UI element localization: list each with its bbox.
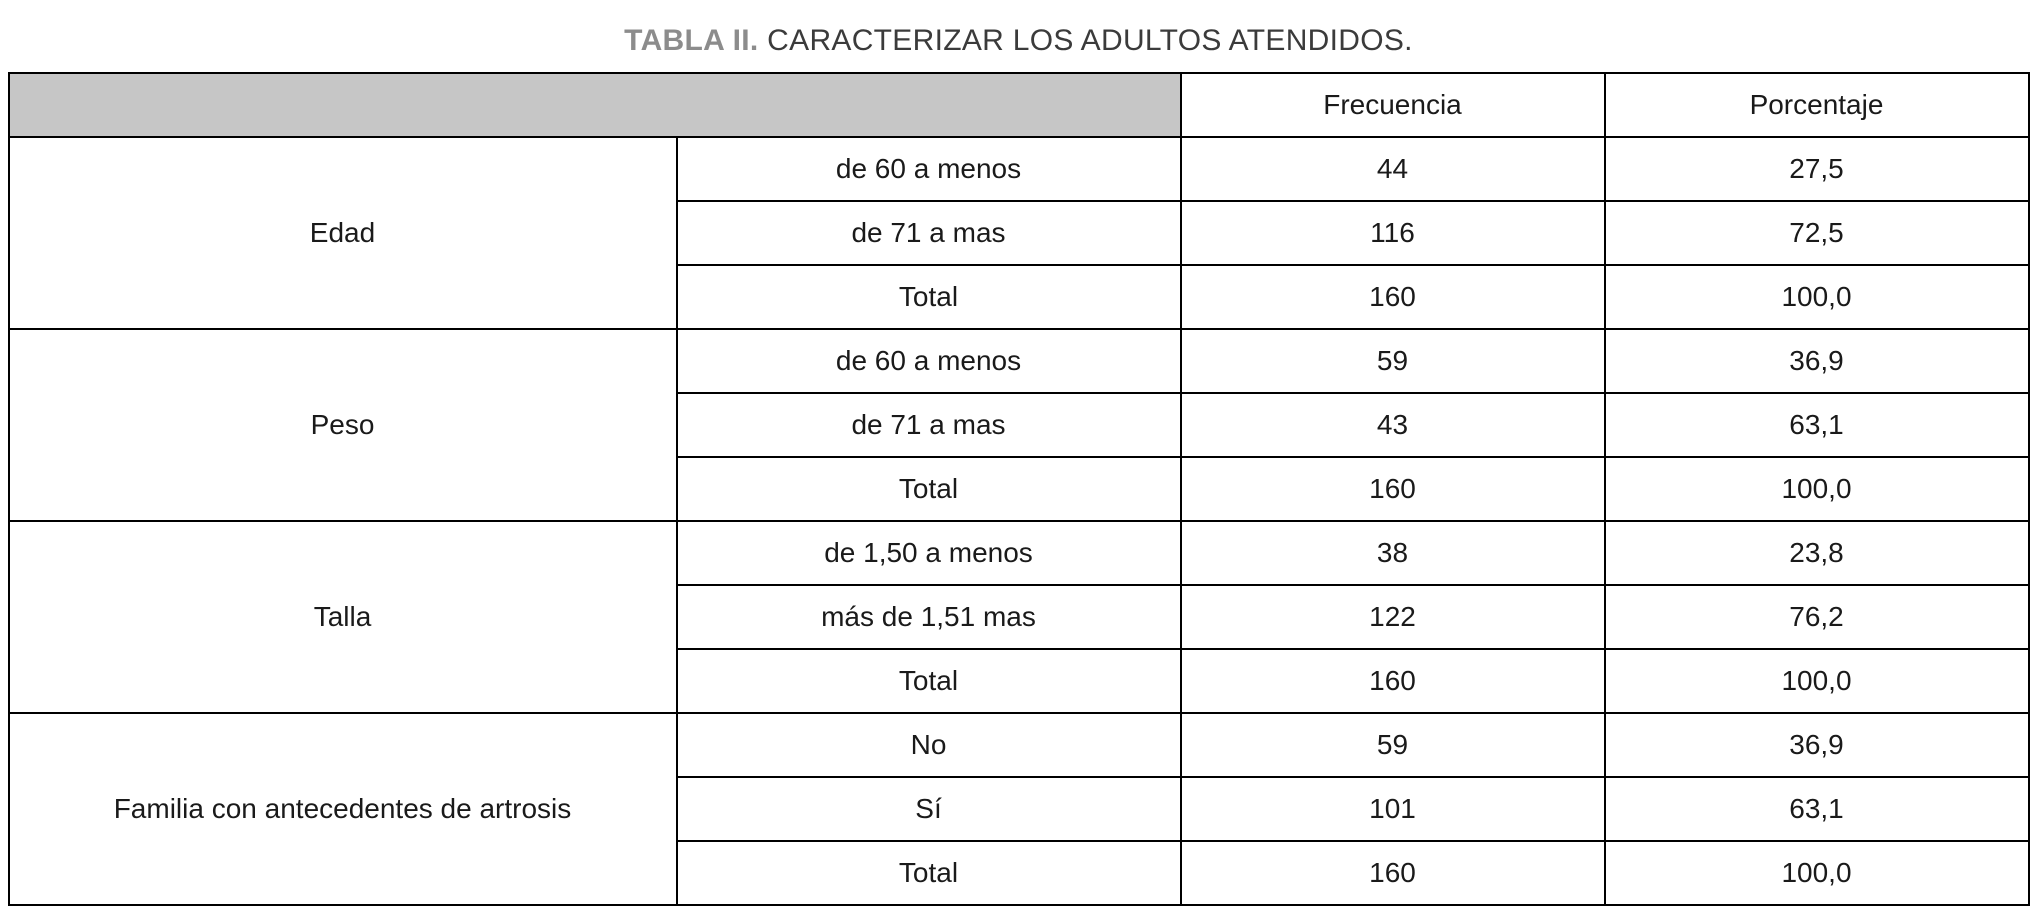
frecuencia-cell: 116 — [1181, 201, 1605, 265]
porcentaje-cell: 36,9 — [1605, 329, 2029, 393]
frecuencia-cell: 101 — [1181, 777, 1605, 841]
category-cell: de 1,50 a menos — [677, 521, 1181, 585]
category-cell: Total — [677, 841, 1181, 905]
table-row — [9, 329, 2029, 393]
group-label-peso: Peso — [9, 329, 677, 521]
frecuencia-cell: 160 — [1181, 457, 1605, 521]
porcentaje-cell: 63,1 — [1605, 777, 2029, 841]
frecuencia-cell: 160 — [1181, 649, 1605, 713]
porcentaje-cell: 100,0 — [1605, 457, 2029, 521]
frecuencia-cell: 160 — [1181, 841, 1605, 905]
group-label-familia-antecedentes: Familia con antecedentes de artrosis — [9, 713, 677, 905]
porcentaje-cell: 100,0 — [1605, 841, 2029, 905]
table-header-blank — [9, 73, 1181, 137]
table-header-row — [9, 73, 2029, 137]
frecuencia-cell: 44 — [1181, 137, 1605, 201]
category-cell: No — [677, 713, 1181, 777]
porcentaje-cell: 63,1 — [1605, 393, 2029, 457]
porcentaje-cell: 27,5 — [1605, 137, 2029, 201]
category-cell: Total — [677, 457, 1181, 521]
category-cell: más de 1,51 mas — [677, 585, 1181, 649]
frecuencia-cell: 59 — [1181, 329, 1605, 393]
category-cell: de 71 a mas — [677, 201, 1181, 265]
table-header — [9, 73, 2029, 137]
table-title — [0, 0, 2037, 72]
table-body — [9, 137, 2029, 905]
group-label-edad: Edad — [9, 137, 677, 329]
group-label-talla: Talla — [9, 521, 677, 713]
category-cell: de 60 a menos — [677, 329, 1181, 393]
porcentaje-cell: 23,8 — [1605, 521, 2029, 585]
category-cell: de 71 a mas — [677, 393, 1181, 457]
porcentaje-cell: 76,2 — [1605, 585, 2029, 649]
frecuencia-cell: 38 — [1181, 521, 1605, 585]
category-cell: Total — [677, 649, 1181, 713]
porcentaje-cell: 100,0 — [1605, 265, 2029, 329]
table-row — [9, 521, 2029, 585]
category-cell: de 60 a menos — [677, 137, 1181, 201]
table-title-label: TABLA II. — [624, 24, 759, 57]
table-header-porcentaje: Porcentaje — [1605, 73, 2029, 137]
porcentaje-cell: 36,9 — [1605, 713, 2029, 777]
frecuencia-cell: 122 — [1181, 585, 1605, 649]
frecuencia-cell: 43 — [1181, 393, 1605, 457]
category-cell: Sí — [677, 777, 1181, 841]
table-row — [9, 713, 2029, 777]
table-title-text: CARACTERIZAR LOS ADULTOS ATENDIDOS. — [767, 24, 1413, 57]
characterization-table — [8, 72, 2030, 906]
porcentaje-cell: 72,5 — [1605, 201, 2029, 265]
frecuencia-cell: 59 — [1181, 713, 1605, 777]
table-row — [9, 137, 2029, 201]
porcentaje-cell: 100,0 — [1605, 649, 2029, 713]
frecuencia-cell: 160 — [1181, 265, 1605, 329]
table-header-frecuencia: Frecuencia — [1181, 73, 1605, 137]
category-cell: Total — [677, 265, 1181, 329]
